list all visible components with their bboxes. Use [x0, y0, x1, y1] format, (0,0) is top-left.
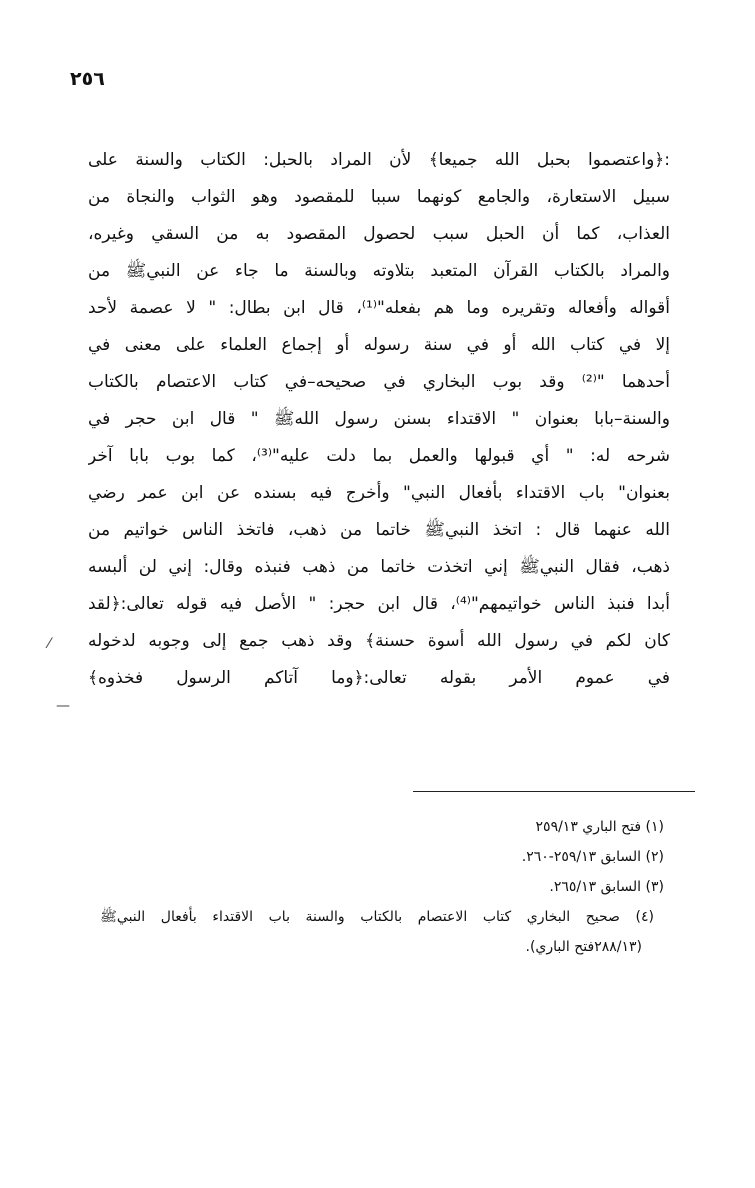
text-line: أبدا فنبذ الناس خواتيمهم"⁽⁴⁾، قال ابن حجر: " الأصل فيه قوله تعالى:﴿لقد: [88, 594, 670, 614]
text-line: سبيل الاستعارة، والجامع كونهما سببا للمقصود وهو الثواب والنجاة من: [88, 187, 670, 207]
margin-mark: —: [56, 698, 70, 714]
text-line: والمراد بالكتاب القرآن المتعبد بتلاوته وبالسنة ما جاء عن النبيﷺ من: [88, 261, 670, 281]
footnote: (٢) السابق ٢٥٩/١٣-٢٦٠.: [521, 849, 664, 865]
footnotes: [100, 812, 682, 962]
text-line: كان لكم في رسول الله أسوة حسنة﴾ وقد ذهب جمع إلى وجوبه لدخوله: [88, 631, 670, 651]
text-line: والسنة–بابا بعنوان " الاقتداء بسنن رسول اللهﷺ " قال ابن حجر في: [88, 409, 670, 429]
text-line: العذاب، كما أن الحبل سبب لحصول المقصود به من السقي وغيره،: [88, 224, 670, 244]
page-number: ٢٥٦: [70, 68, 105, 90]
text-line: بعنوان" باب الاقتداء بأفعال النبي" وأخرج فيه بسنده عن ابن عمر رضي: [88, 483, 670, 503]
footnote: (٣) السابق ٢٦٥/١٣.: [549, 879, 664, 895]
text-line: شرحه له: " أي قبولها والعمل بما دلت عليه"⁽³⁾، كما بوب بابا آخر: [88, 446, 670, 466]
text-line: أحدهما "⁽²⁾ وقد بوب البخاري في صحيحه–في كتاب الاعتصام بالكتاب: [88, 372, 670, 392]
text-line: ذهب، فقال النبيﷺ إني اتخذت خاتما من ذهب فنبذه وقال: إني لن ألبسه: [88, 557, 670, 577]
margin-mark: ⁄: [48, 636, 51, 652]
footnote-separator: [413, 791, 695, 792]
text-line: :﴿واعتصموا بحبل الله جميعا﴾ لأن المراد بالحبل: الكتاب والسنة على: [88, 150, 670, 170]
main-text: [88, 142, 670, 697]
footnote-continuation: (٢٨٨/١٣فتح الباري).: [525, 939, 642, 955]
text-line: في عموم الأمر بقوله تعالى:﴿وما آتاكم الرسول فخذوه﴾: [88, 668, 670, 688]
footnote: (٤) صحيح البخاري كتاب الاعتصام بالكتاب والسنة باب الاقتداء بأفعال النبيﷺ: [100, 909, 654, 925]
footnote: (١) فتح الباري ٢٥٩/١٣: [535, 819, 664, 835]
text-line: أقواله وأفعاله وتقريره وما هم بفعله"⁽¹⁾، قال ابن بطال: " لا عصمة لأحد: [88, 298, 670, 318]
text-line: الله عنهما قال : اتخذ النبيﷺ خاتما من ذهب، فاتخذ الناس خواتيم من: [88, 520, 670, 540]
text-line: إلا في كتاب الله أو في سنة رسوله أو إجماع العلماء على معنى في: [88, 335, 670, 355]
